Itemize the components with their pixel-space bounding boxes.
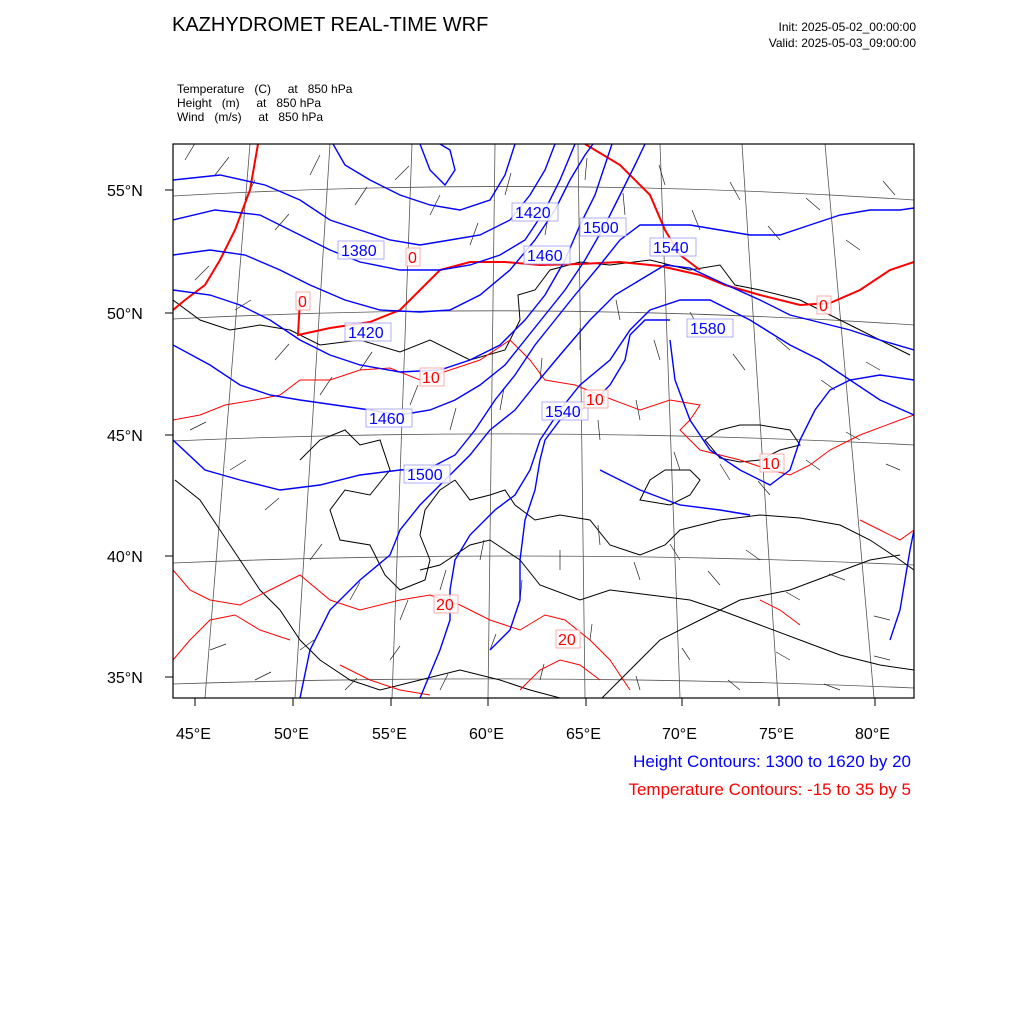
longitude-axis [195,698,875,706]
temperature-label: 20 [436,597,454,614]
field-height: Height (m) at 850 hPa [177,96,322,110]
latitude-axis [165,190,173,677]
temperature-label: 0 [408,250,417,267]
field-wind: Wind (m/s) at 850 hPa [177,110,324,124]
lon-tick-label: 45°E [176,726,211,743]
height-contour-legend: Height Contours: 1300 to 1620 by 20 [633,752,911,771]
longitude-labels [176,726,890,743]
lon-tick-label: 65°E [566,726,601,743]
height-label: 1540 [653,240,689,257]
lat-tick-label: 50°N [107,306,143,323]
height-label: 1540 [545,404,581,421]
height-label: 1460 [369,411,405,428]
coastline-borders [173,260,914,700]
valid-time: Valid: 2025-05-03_09:00:00 [768,36,916,50]
height-contours [173,144,914,698]
height-label: 1580 [690,321,726,338]
init-time: Init: 2025-05-02_00:00:00 [778,20,916,34]
lon-tick-label: 70°E [662,726,697,743]
lon-tick-label: 75°E [759,726,794,743]
lat-tick-label: 45°N [107,428,143,445]
temperature-label: 10 [762,456,780,473]
temperature-label: 0 [819,298,828,315]
height-label: 1500 [583,220,619,237]
height-label: 1420 [348,325,384,342]
temperature-label: 10 [586,392,604,409]
height-label: 1420 [515,205,551,222]
lat-tick-label: 35°N [107,670,143,687]
lon-tick-label: 55°E [372,726,407,743]
latitude-labels [107,183,143,687]
field-temperature: Temperature (C) at 850 hPa [177,82,353,96]
lat-tick-label: 55°N [107,183,143,200]
temperature-label: 20 [558,632,576,649]
lon-tick-label: 60°E [469,726,504,743]
temperature-labels [296,248,831,649]
height-label: 1500 [407,467,443,484]
temperature-label: 0 [298,294,307,311]
lat-tick-label: 40°N [107,549,143,566]
height-label: 1460 [527,248,563,265]
temperature-label: 10 [422,370,440,387]
lon-tick-label: 80°E [855,726,890,743]
lon-tick-label: 50°E [274,726,309,743]
temperature-contour-legend: Temperature Contours: -15 to 35 by 5 [628,780,911,799]
map-title: KAZHYDROMET REAL-TIME WRF [172,14,489,36]
height-label: 1380 [341,243,377,260]
